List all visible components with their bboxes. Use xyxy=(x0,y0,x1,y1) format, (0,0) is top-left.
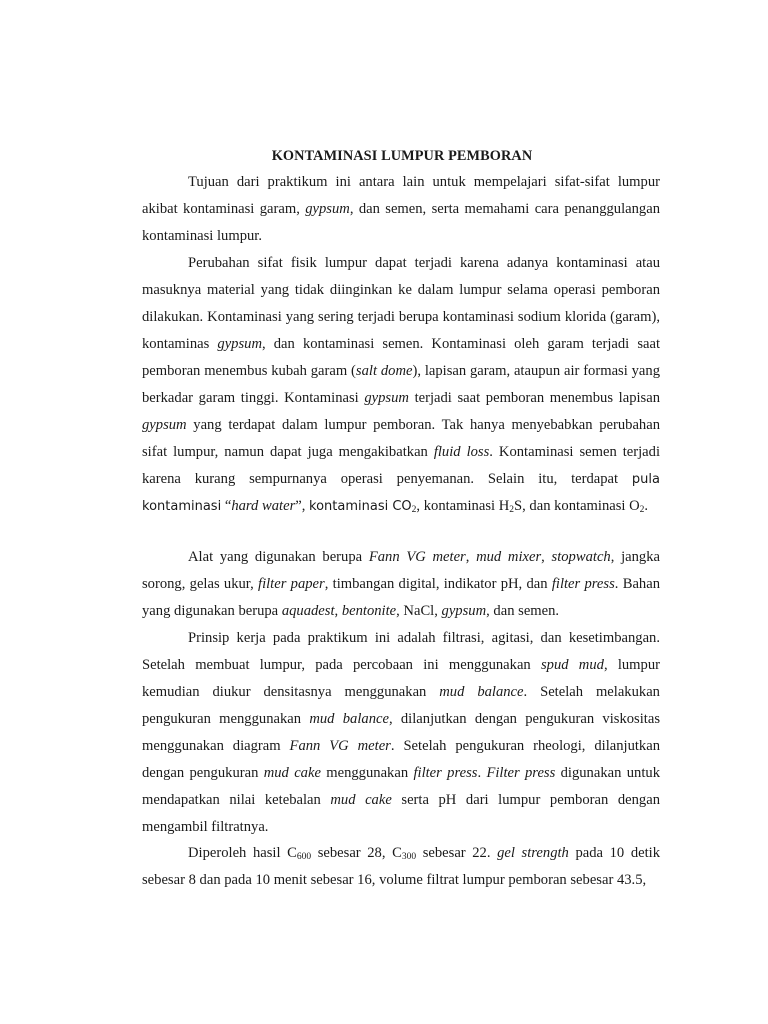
term-gypsum: gypsum xyxy=(364,390,409,406)
text: pada 10 detik sebesar 8 dan pada 10 menit sebesar 16, volume filtrat lumpur pemboran sebesar 43.5, xyxy=(142,845,660,888)
text: , kontaminasi H xyxy=(416,498,510,514)
term-filter-press: filter press xyxy=(551,576,615,592)
term-gypsum: gypsum xyxy=(142,417,187,433)
text: . Setelah melakukan pengukuran menggunakan xyxy=(142,684,660,727)
text: ), lapisan garam, ataupun air formasi yang berkadar garam tinggi. Kontaminasi xyxy=(142,363,660,406)
term-mud-balance: mud balance xyxy=(309,711,389,727)
paragraph-equipment xyxy=(142,544,660,625)
term-spud-mud: spud mud xyxy=(540,657,604,673)
text: digunakan untuk mendapatkan nilai ketebalan xyxy=(142,765,660,808)
subscript: 2 xyxy=(411,505,417,515)
text: sebesar 28, C xyxy=(311,845,402,861)
term-gypsum: gypsum xyxy=(305,201,350,217)
text: . xyxy=(644,498,649,514)
subscript: 300 xyxy=(401,852,417,862)
text: Prinsip kerja pada praktikum ini adalah filtrasi, agitasi, dan kesetimbangan. Setelah membuat lumpur, pada percobaan ini menggunakan xyxy=(142,630,660,673)
term-gypsum: gypsum xyxy=(217,336,262,352)
term-fluid-loss: fluid loss xyxy=(433,444,490,460)
text: S, dan kontaminasi O xyxy=(514,498,640,514)
term-gel-strength: gel strength xyxy=(497,845,569,861)
text: , lumpur kemudian diukur densitasnya menggunakan xyxy=(142,657,660,700)
term-mud-cake: mud cake xyxy=(330,792,392,808)
text: , dan semen, serta memahami cara penanggulangan kontaminasi lumpur. xyxy=(142,201,660,244)
text: , NaCl, xyxy=(396,603,442,619)
text: , dan semen. xyxy=(486,603,560,619)
text: . Setelah pengukuran rheologi, dilanjutkan dengan pengukuran xyxy=(142,738,660,781)
paragraph-contamination xyxy=(142,250,660,520)
text: Tujuan dari praktikum ini antara lain untuk mempelajari sifat-sifat lumpur akibat kontaminasi garam, xyxy=(142,174,660,217)
text: Alat yang digunakan berupa xyxy=(188,549,369,565)
subscript: 600 xyxy=(296,852,312,862)
document-title: KONTAMINASI LUMPUR PEMBORAN xyxy=(271,148,533,164)
text: . xyxy=(477,765,487,781)
subscript: 2 xyxy=(509,505,514,515)
term-aquadest: aquadest xyxy=(281,603,335,619)
term-mud-cake: mud cake xyxy=(263,765,321,781)
paragraph-working-principle xyxy=(142,625,660,841)
term-fann-vg-meter: Fann VG meter xyxy=(368,549,466,565)
text: , timbangan digital, indikator pH, dan xyxy=(324,576,552,592)
term-hard-water: hard water xyxy=(231,498,296,514)
text: serta pH dari lumpur pemboran dengan mengambil filtratnya. xyxy=(142,792,660,835)
term-salt-dome: salt dome xyxy=(355,363,413,379)
text: sebesar 22. xyxy=(416,845,498,861)
term-bentonite: bentonite xyxy=(341,603,397,619)
text: Diperoleh hasil C xyxy=(188,845,297,861)
text: terjadi saat pemboran menembus lapisan xyxy=(408,390,661,406)
term-mud-mixer: mud mixer xyxy=(476,549,542,565)
term-mud-balance: mud balance xyxy=(439,684,524,700)
text: , dan kontaminasi semen. Kontaminasi oleh garam terjadi saat pemboran menembus kubah garam ( xyxy=(142,336,661,379)
text: , jangka sorong, gelas ukur, xyxy=(142,549,660,592)
text: Perubahan sifat fisik lumpur dapat terjadi karena adanya kontaminasi atau masuknya material yang tidak diinginkan ke dalam lumpur selama operasi pemboran dilakukan. Kontaminasi yang sering terjadi berupa kontaminasi sodium klorida (garam), kontaminas xyxy=(142,255,660,352)
text: yang terdapat dalam lumpur pemboran. Tak hanya menyebabkan perubahan sifat lumpur, namun dapat juga mengakibatkan xyxy=(142,417,660,460)
text: . Kontaminasi semen terjadi karena kurang sempurnanya operasi penyemanan. Selain itu, terdapat xyxy=(142,444,661,487)
text: ”, xyxy=(295,498,310,514)
paragraph-objective xyxy=(142,169,660,250)
term-stopwatch: stopwatch xyxy=(551,549,611,565)
text: , dilanjutkan dengan pengukuran viskositas menggunakan diagram xyxy=(142,711,660,754)
term-filter-press: filter press xyxy=(413,765,478,781)
term-filter-paper: filter paper xyxy=(258,576,325,592)
text: kontaminasi CO xyxy=(309,499,412,514)
term-filter-press: Filter press xyxy=(486,765,556,781)
text: , xyxy=(465,549,477,565)
text: . Bahan yang digunakan berupa xyxy=(142,576,660,619)
text: , xyxy=(541,549,552,565)
text: , xyxy=(334,603,342,619)
subscript: 2 xyxy=(639,505,645,515)
term-fann-vg-meter: Fann VG meter xyxy=(289,738,391,754)
term-gypsum: gypsum xyxy=(441,603,487,619)
text: pula kontaminasi xyxy=(142,472,660,514)
paragraph-results xyxy=(142,840,660,894)
text: “ xyxy=(221,498,232,514)
text: menggunakan xyxy=(320,765,414,781)
